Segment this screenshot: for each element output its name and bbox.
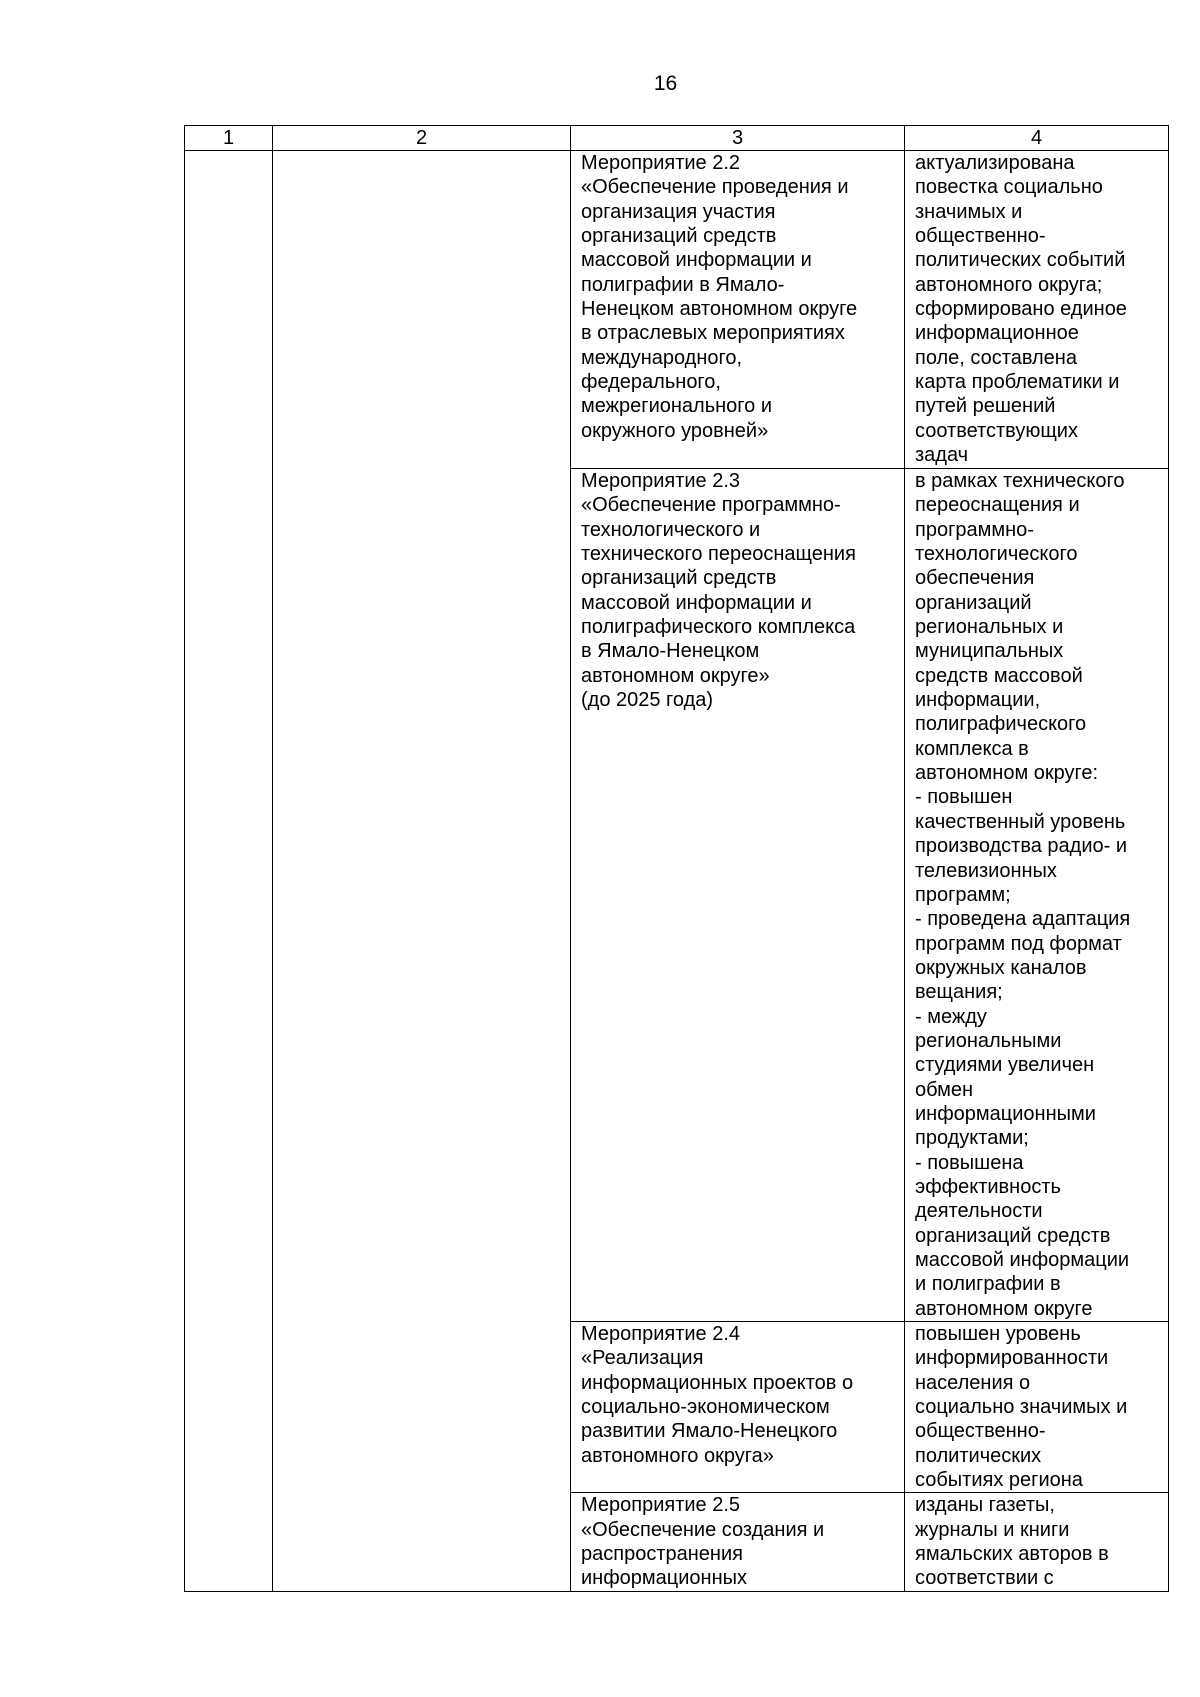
result-cell <box>905 151 1169 469</box>
result-cell <box>905 469 1169 1322</box>
header-col-4: 4 <box>905 126 1169 151</box>
result-cell <box>905 1322 1169 1493</box>
activity-text: Мероприятие 2.3 «Обеспечение программно- технологического и технического переоснащения организаций средств массовой информации и полиграфического комплекса в Ямало-Ненецком автономном округе» (до 2025 года) <box>581 470 856 712</box>
col-2-merged-cell <box>273 151 571 1592</box>
header-col-3: 3 <box>571 126 905 151</box>
result-text: в рамках технического переоснащения и программно- технологического обеспечения организаций региональных и муниципальных средств массовой информации, полиграфического комплекса в автономном округе: - повышен качественный уровень производства радио- и телевизионных программ; - проведена адаптация программ под формат окружных каналов вещания; - между региональными студиями увеличен обмен информационными продуктами; - повышена эффективность деятельности организаций средств массовой информации и полиграфии в автономном округе <box>915 470 1131 1320</box>
activity-text: Мероприятие 2.2 «Обеспечение проведения и организация участия организаций средств массовой информации и полиграфии в Ямало- Ненецком автономном округе в отраслевых мероприятиях международного, федерального, межрегионального и окружного уровней» <box>581 152 858 442</box>
header-col-2: 2 <box>273 126 571 151</box>
activity-text: Мероприятие 2.5 «Обеспечение создания и распространения информационных <box>581 1494 825 1590</box>
table-row <box>185 151 1169 469</box>
program-activities-table <box>184 125 1169 1592</box>
result-text: повышен уровень информированности населения о социально значимых и общественно- политических событиях региона <box>915 1323 1128 1492</box>
result-text: изданы газеты, журналы и книги ямальских авторов в соответствии с <box>915 1494 1109 1590</box>
result-cell <box>905 1493 1169 1592</box>
col-1-merged-cell <box>185 151 273 1592</box>
header-col-1: 1 <box>185 126 273 151</box>
activity-cell <box>571 1493 905 1592</box>
table-header-row <box>185 126 1169 151</box>
activity-text: Мероприятие 2.4 «Реализация информационных проектов о социально-экономическом развитии Ямало-Ненецкого автономного округа» <box>581 1323 854 1467</box>
activity-cell <box>571 151 905 469</box>
result-text: актуализирована повестка социально значимых и общественно- политических событий автономного округа; сформировано единое информационное поле, составлена карта проблематики и путей решений соответствующих задач <box>915 152 1127 467</box>
activity-cell <box>571 469 905 1322</box>
page-number: 16 <box>653 72 678 95</box>
activity-cell <box>571 1322 905 1493</box>
